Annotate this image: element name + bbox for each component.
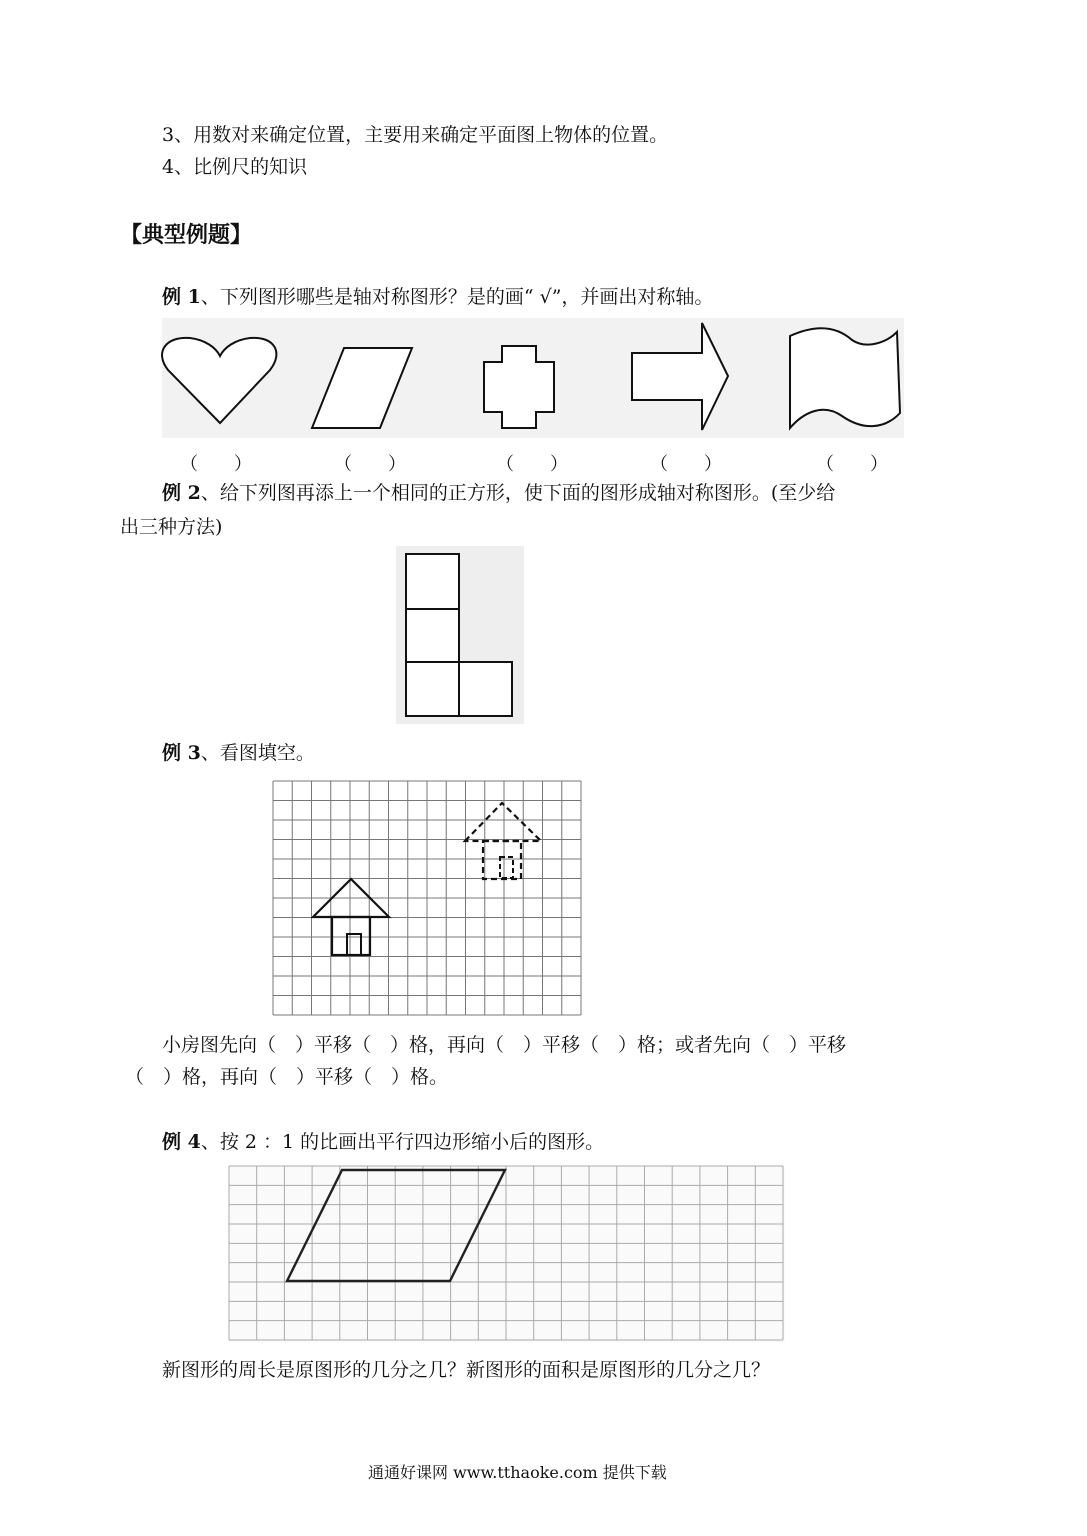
example-2-prompt <box>162 478 835 508</box>
example-4-label: 例 4 <box>162 1131 201 1153</box>
parallelogram-grid <box>229 1166 785 1342</box>
answer-blank-1[interactable]: （ ） <box>180 454 252 475</box>
example-3-text: 、看图填空。 <box>200 742 315 764</box>
example-4-prompt <box>162 1127 604 1157</box>
translated-house-body <box>483 841 521 879</box>
example-3-prompt <box>162 738 315 768</box>
example-2-label: 例 2 <box>162 482 201 504</box>
point-3: 3、用数对来确定位置，主要用来确定平面图上物体的位置。 <box>162 124 669 146</box>
example-1-shapes <box>162 318 904 440</box>
answer-blank-5[interactable]: （ ） <box>816 454 888 475</box>
house-grid <box>273 781 581 1017</box>
flag-shape <box>790 328 900 428</box>
example-1-prompt <box>162 282 713 312</box>
translated-house-door <box>500 857 513 878</box>
answer-blank-3[interactable]: （ ） <box>496 454 568 475</box>
example-3-fill-line1: 小房图先向（ ）平移（ ）格，再向（ ）平移（ ）格；或者先向（ ）平移 <box>162 1034 847 1056</box>
footer: 通通好课网 www.tthaoke.com 提供下载 <box>368 1463 667 1482</box>
translated-house-roof <box>465 803 541 841</box>
example-1-label: 例 1 <box>162 286 201 308</box>
answer-blank-2[interactable]: （ ） <box>334 454 406 475</box>
example-3-label: 例 3 <box>162 742 201 764</box>
example-4-text: 、按 2 ：1 的比画出平行四边形缩小后的图形。 <box>200 1131 605 1153</box>
house-body <box>332 917 370 955</box>
example-2-text-line2: 出三种方法) <box>120 516 223 538</box>
example-1-text: 、下列图形哪些是轴对称图形？是的画“ √”，并画出对称轴。 <box>200 286 714 308</box>
answer-blank-4[interactable]: （ ） <box>650 454 722 475</box>
example-2-text: 、给下列图再添上一个相同的正方形，使下面的图形成轴对称图形。(至少给 <box>200 482 836 504</box>
point-4: 4、比例尺的知识 <box>162 156 308 178</box>
example-4-question: 新图形的周长是原图形的几分之几？新图形的面积是原图形的几分之几？ <box>162 1359 771 1381</box>
section-title: 【典型例题】 <box>120 222 253 248</box>
example-3-fill-line2: （ ）格，再向（ ）平移（ ）格。 <box>125 1066 449 1088</box>
l-shape-figure <box>396 546 524 726</box>
